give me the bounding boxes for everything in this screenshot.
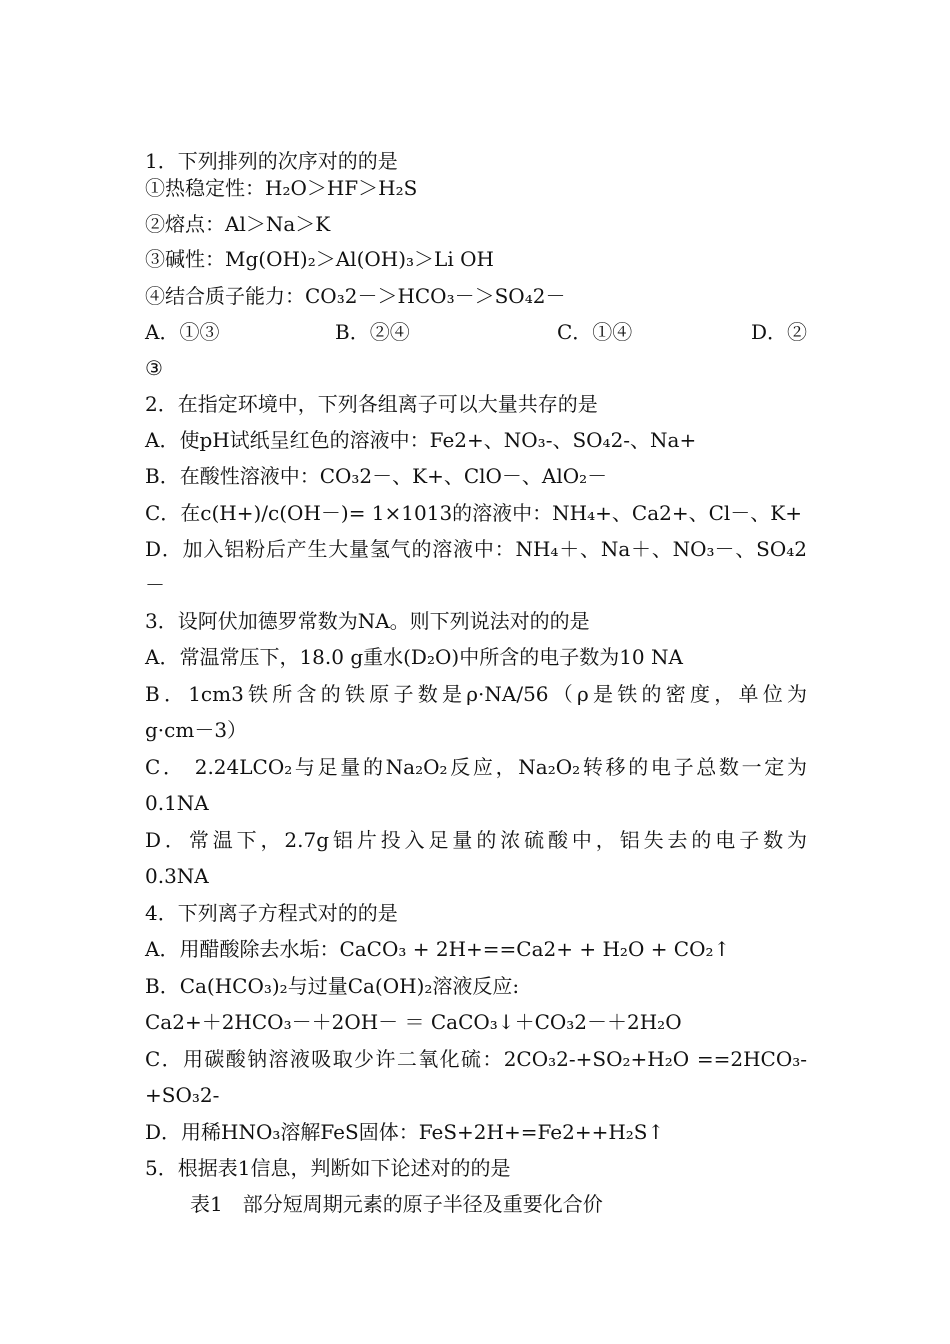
q4-option-c: C．用碳酸钠溶液吸取少许二氧化硫：2CO₃2-+SO₂+H₂O ==2HCO₃- bbox=[145, 1047, 807, 1071]
q2-option-b: B．在酸性溶液中：CO₃2－、K+、ClO－、AlO₂－ bbox=[145, 464, 608, 488]
q4-option-a: A．用醋酸除去水垢：CaCO₃ + 2H+==Ca2+ + H₂O + CO₂↑ bbox=[145, 937, 731, 961]
q1-option-a: A．①③ bbox=[145, 320, 220, 344]
q1-item-4: ④结合质子能力：CO₃2－＞HCO₃－＞SO₄2－ bbox=[145, 284, 566, 308]
q1-stem: 1．下列排列的次序对的的是 bbox=[145, 149, 398, 173]
q1-option-d: D．② bbox=[750, 320, 807, 344]
q4-stem: 4．下列离子方程式对的的是 bbox=[145, 901, 398, 925]
q4-option-b: B．Ca(HCO₃)₂与过量Ca(OH)₂溶液反应: bbox=[145, 974, 520, 998]
q3-option-b: B．1cm3铁所含的铁原子数是ρ·NA/56（ρ是铁的密度，单位为 bbox=[145, 682, 807, 706]
q1-options bbox=[145, 318, 807, 346]
q4-option-b-equation: Ca2+＋2HCO₃－＋2OH－ ＝ CaCO₃↓＋CO₃2－＋2H₂O bbox=[145, 1010, 682, 1034]
q3-option-d-wrap: 0.3NA bbox=[145, 864, 209, 888]
q1-option-wrap: ③ bbox=[145, 356, 163, 380]
q3-stem: 3．设阿伏加德罗常数为NA。则下列说法对的的是 bbox=[145, 609, 590, 633]
q5-stem: 5．根据表1信息，判断如下论述对的的是 bbox=[145, 1156, 511, 1180]
q1-option-c: C．①④ bbox=[557, 320, 633, 344]
q2-option-c: C．在c(H+)/c(OH－)= 1×1013的溶液中：NH₄+、Ca2+、Cl－、K+ bbox=[145, 501, 803, 525]
q3-option-d: D．常温下，2.7g铝片投入足量的浓硫酸中，铝失去的电子数为 bbox=[145, 828, 807, 852]
q1-option-b: B．②④ bbox=[335, 320, 410, 344]
q2-stem: 2．在指定环境中，下列各组离子可以大量共存的是 bbox=[145, 392, 598, 416]
q3-option-c-wrap: 0.1NA bbox=[145, 791, 209, 815]
q4-option-c-wrap: +SO₃2- bbox=[145, 1083, 220, 1107]
q1-item-2: ②熔点：Al＞Na＞K bbox=[145, 212, 331, 236]
q3-option-a: A．常温常压下，18.0 g重水(D₂O)中所含的电子数为10 NA bbox=[145, 645, 683, 669]
q1-item-3: ③碱性：Mg(OH)₂＞Al(OH)₃＞Li OH bbox=[145, 247, 494, 271]
q3-option-c: C． 2.24LCO₂与足量的Na₂O₂反应，Na₂O₂转移的电子总数一定为 bbox=[145, 755, 807, 779]
q1-item-1: ①热稳定性：H₂O＞HF＞H₂S bbox=[145, 176, 418, 200]
q2-option-d-wrap: － bbox=[145, 573, 165, 597]
q4-option-d: D．用稀HNO₃溶解FeS固体：FeS+2H+=Fe2++H₂S↑ bbox=[145, 1120, 665, 1144]
q2-option-d: D．加入铝粉后产生大量氢气的溶液中：NH₄＋、Na＋、NO₃－、SO₄2 bbox=[145, 537, 807, 561]
q2-option-a: A．使pH试纸呈红色的溶液中：Fe2+、NO₃-、SO₄2-、Na+ bbox=[145, 428, 697, 452]
table-caption: 表1 部分短周期元素的原子半径及重要化合价 bbox=[190, 1192, 603, 1216]
q3-option-b-wrap: g·cm－3） bbox=[145, 718, 248, 742]
